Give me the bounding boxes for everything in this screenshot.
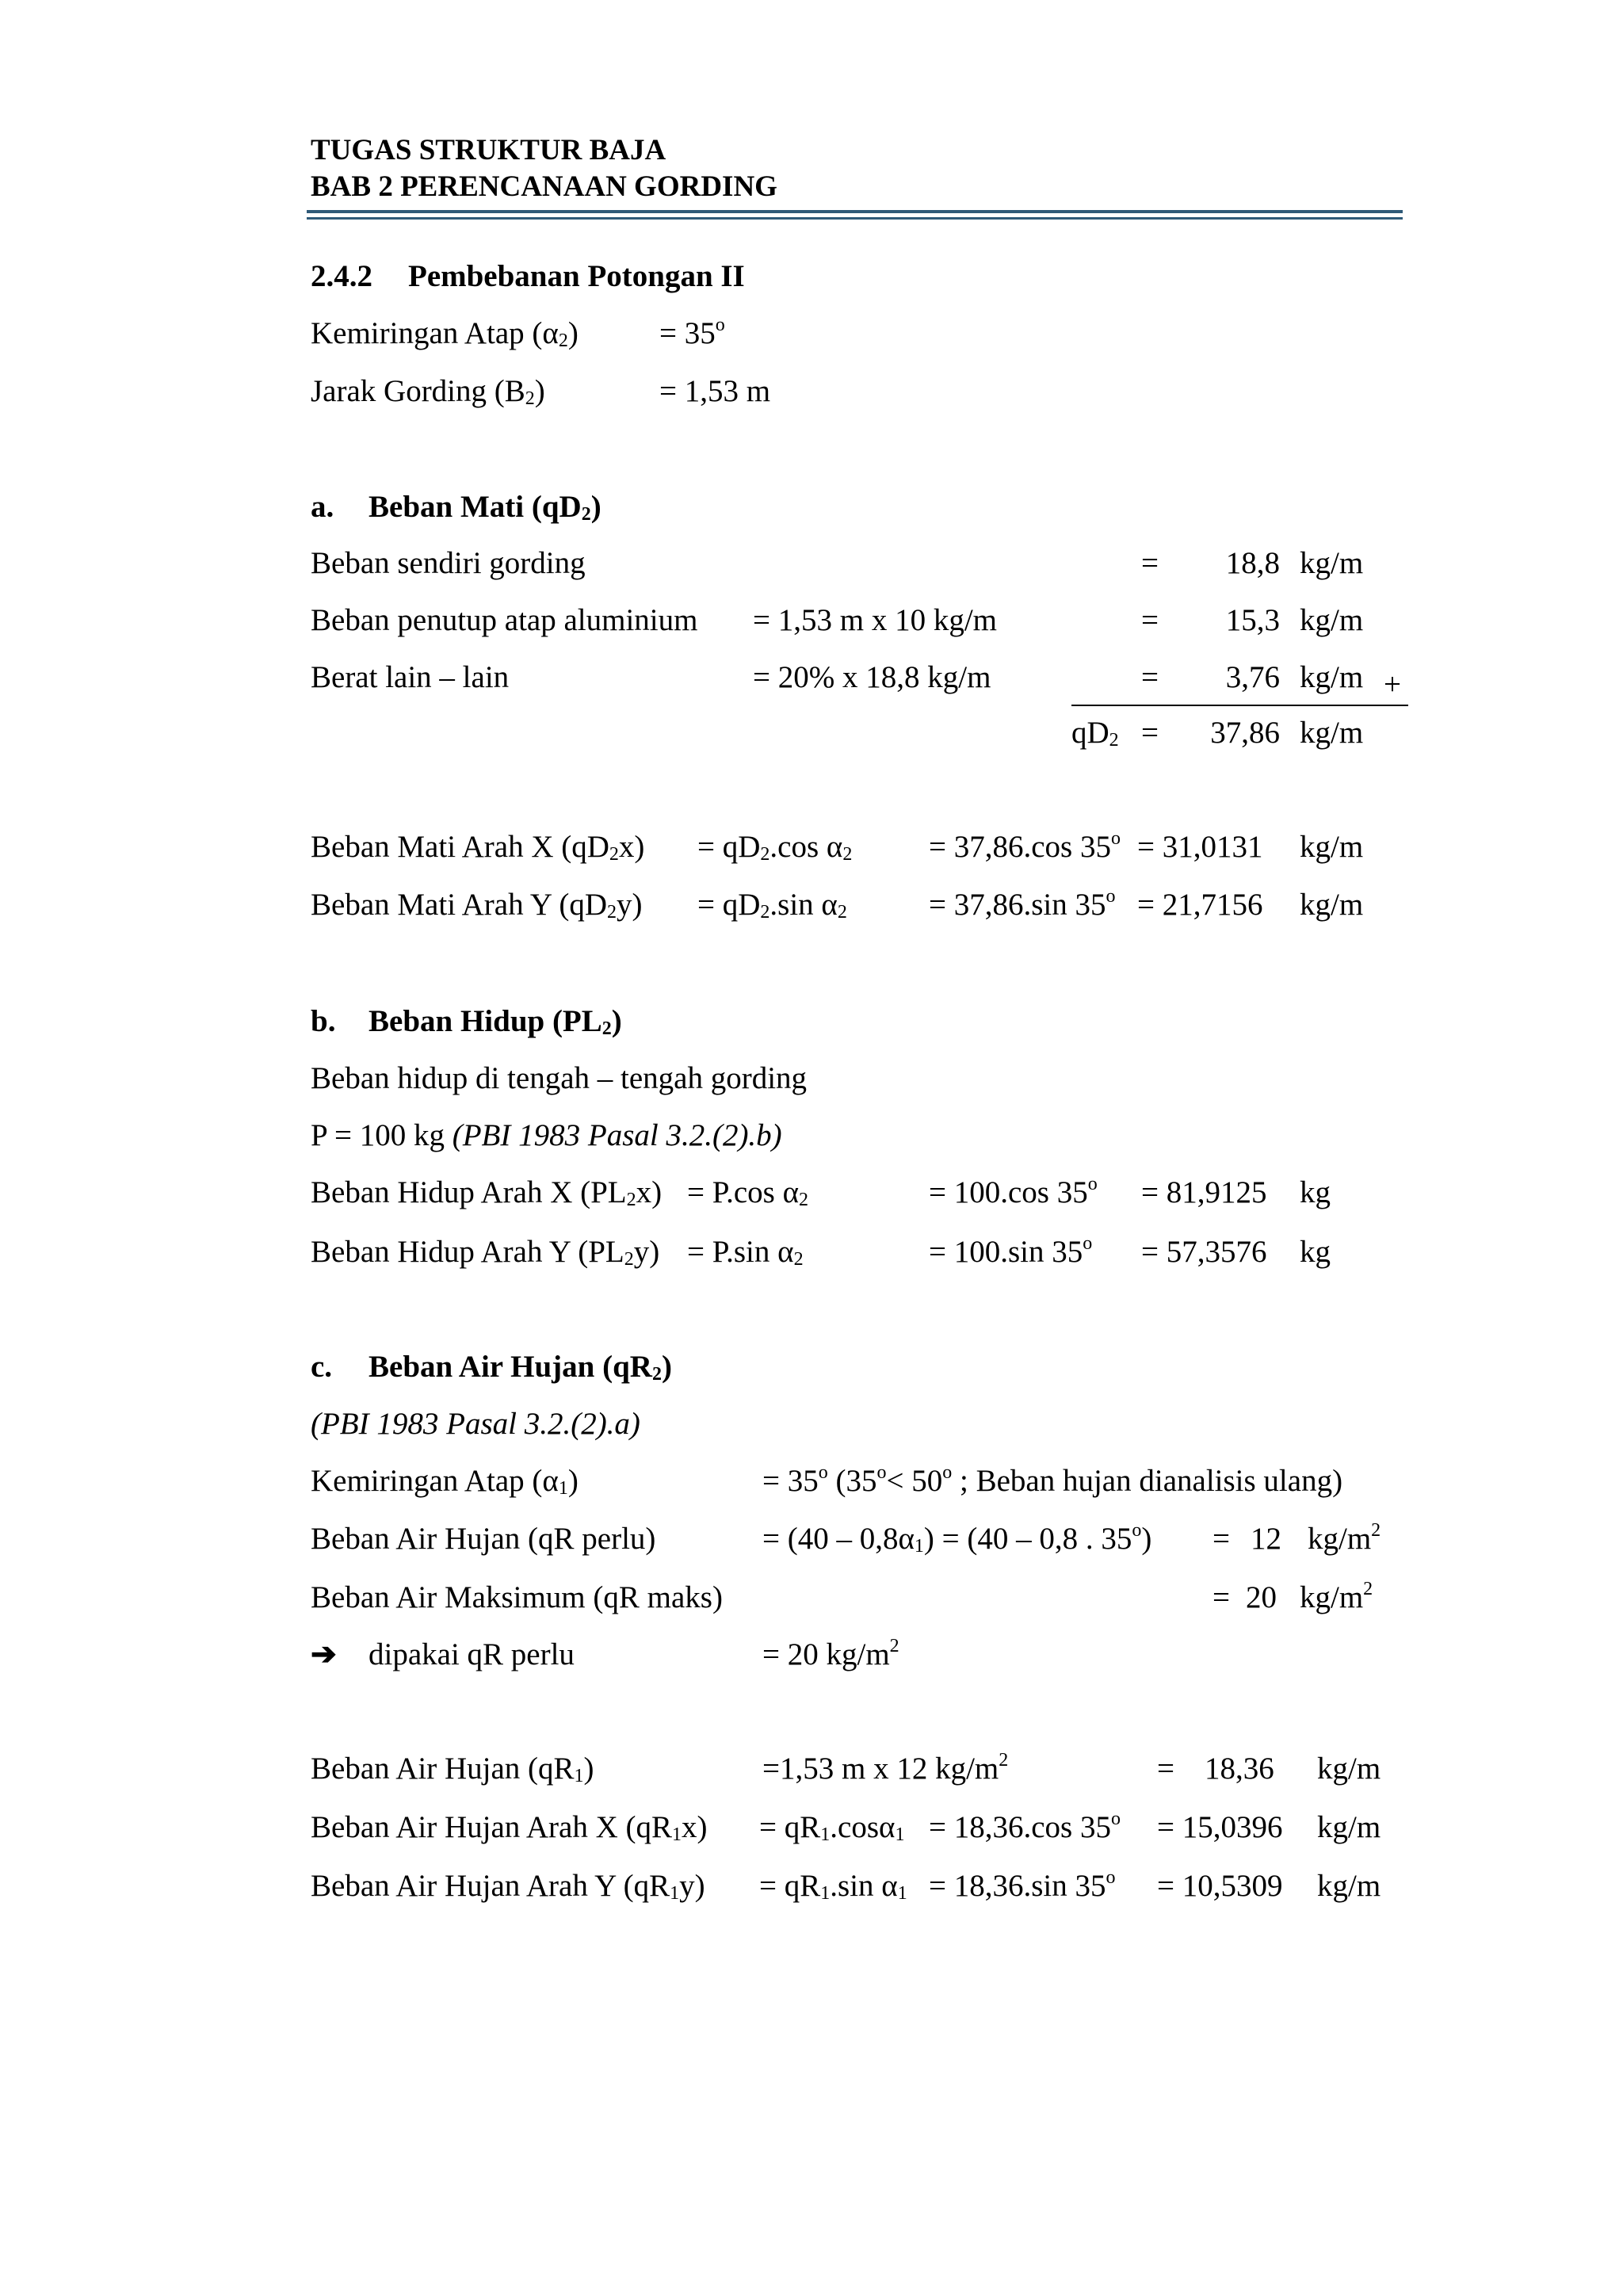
mati-arah-x-calc: = 37,86.cos 35$^o$ (929, 828, 1121, 864)
hujan-perlu-eq: = (1212, 1522, 1230, 1556)
mati-row-2-value: 15,3 (1225, 603, 1280, 637)
hidup-arah-x-unit: kg (1300, 1175, 1331, 1209)
plus-sign: + (1384, 667, 1401, 701)
mati-total-label: $qD_2$ (1071, 716, 1119, 751)
beban-mati-title: Beban Mati $(qD_2)$ (369, 490, 601, 525)
arrow-right-icon: ➔ (311, 1637, 337, 1671)
beban-hujan-letter: c. (311, 1350, 333, 1384)
mati-total-unit: kg/m (1300, 716, 1364, 750)
hujan-perlu-value: 12 (1251, 1522, 1281, 1556)
qr1-value: 18,36 (1205, 1752, 1274, 1786)
hujan-maks-value: 20 (1246, 1580, 1277, 1614)
mati-total-eq: = (1141, 716, 1159, 750)
beban-hujan-ref: (PBI 1983 Pasal 3.2.(2).a) (311, 1407, 640, 1441)
jarak-value: = 1,53 m (659, 374, 771, 408)
qr1x-result: = 15,0396 (1157, 1810, 1283, 1844)
qr1y-label: Beban Air Hujan Arah Y $(qR_1y)$ (311, 1869, 705, 1904)
kemiringan-value: = $35^o$ (659, 315, 725, 350)
section-title: Pembebanan Potongan II (408, 259, 745, 293)
hujan-maks-eq: = (1212, 1580, 1230, 1614)
mati-row-1-value: 18,8 (1225, 546, 1280, 580)
qr1-label: Beban Air Hujan $(qR_1)$ (311, 1752, 594, 1786)
hujan-maks-unit: $kg/m^2$ (1300, 1579, 1373, 1614)
hujan-maks-label: Beban Air Maksimum (qR maks) (311, 1580, 723, 1614)
hidup-arah-y-calc: = 100.sin 35$^o$ (929, 1233, 1093, 1269)
mati-row-2-eq: = (1141, 603, 1159, 637)
hujan-kemiringan-value: = $35^o$ ($35^o< 50^o$ ; Beban hujan dianalisis ulang) (762, 1462, 1343, 1498)
mati-arah-y-label: Beban Mati Arah Y $(qD_2y)$ (311, 888, 643, 923)
mati-arah-y-calc: = 37,86.sin 35$^o$ (929, 886, 1116, 922)
mati-arah-y-unit: kg/m (1300, 888, 1364, 922)
hujan-perlu-formula: = $(40 - 0,8\alpha_1) = (40 - 0,8$ . 35$^o$) (762, 1520, 1152, 1557)
qr1y-result: = 10,5309 (1157, 1869, 1283, 1903)
sum-line (1071, 705, 1408, 706)
beban-hidup-desc: Beban hidup di tengah – tengah gording (311, 1061, 808, 1095)
qr1y-unit: kg/m (1317, 1869, 1381, 1903)
kemiringan-label: Kemiringan Atap $(\alpha_2)$ (311, 316, 579, 351)
beban-mati-letter: a. (311, 490, 334, 524)
mati-row-3-label: Berat lain – lain (311, 660, 510, 694)
mati-arah-x-formula: = $qD_2.\cos$ $\alpha_2$ (697, 830, 853, 865)
beban-hidup-p: P = 100 kg (PBI 1983 Pasal 3.2.(2).b) (311, 1118, 782, 1152)
mati-arah-y-formula: = $qD_2.\sin$ $\alpha_2$ (697, 888, 847, 923)
qr1-unit: kg/m (1317, 1752, 1381, 1786)
mati-row-3-eq: = (1141, 660, 1159, 694)
mati-row-1-eq: = (1141, 546, 1159, 580)
hujan-dipakai-label: dipakai qR perlu (369, 1637, 575, 1671)
mati-row-1-label: Beban sendiri gording (311, 546, 586, 580)
mati-arah-x-label: Beban Mati Arah X $(qD_2x)$ (311, 830, 645, 865)
hidup-arah-y-label: Beban Hidup Arah Y $(PL_2y)$ (311, 1235, 660, 1270)
qr1y-formula: = $qR_1.\sin$ $\alpha_1$ (759, 1869, 907, 1904)
qr1x-formula: = $qR_1.\cos\alpha_1$ (759, 1810, 905, 1845)
mati-total-value: 37,86 (1210, 716, 1280, 750)
beban-hidup-title: Beban Hidup $(PL_2)$ (369, 1004, 622, 1039)
mati-row-2-unit: kg/m (1300, 603, 1364, 637)
qr1x-unit: kg/m (1317, 1810, 1381, 1844)
mati-arah-x-result: = 31,0131 (1137, 830, 1263, 864)
hidup-arah-y-result: = 57,3576 (1141, 1235, 1267, 1269)
qr1-formula: =1,53 m x 12 $kg/m^2$ (762, 1750, 1009, 1786)
qr1x-calc: = 18,36.cos 35$^o$ (929, 1809, 1121, 1844)
mati-row-3-value: 3,76 (1225, 660, 1280, 694)
qr1x-label: Beban Air Hujan Arah X $(qR_1x)$ (311, 1810, 708, 1845)
header-rule-thick (307, 210, 1403, 213)
hidup-arah-x-formula: = P.cos $\alpha_2$ (687, 1175, 809, 1210)
mati-row-3-formula: = 20% x 18,8 kg/m (753, 660, 991, 694)
mati-row-2-formula: = 1,53 m x 10 kg/m (753, 603, 998, 637)
jarak-label: Jarak Gording $(B_2)$ (311, 374, 545, 409)
beban-hujan-title: Beban Air Hujan $(qR_2)$ (369, 1350, 672, 1385)
hidup-arah-x-calc: = 100.cos 35$^o$ (929, 1174, 1098, 1209)
header-rule-thin (307, 217, 1403, 220)
beban-hidup-letter: b. (311, 1004, 336, 1038)
mati-row-3-unit: kg/m (1300, 660, 1364, 694)
hidup-arah-y-formula: = P.sin $\alpha_2$ (687, 1235, 804, 1270)
hidup-arah-x-label: Beban Hidup Arah X $(PL_2x)$ (311, 1175, 663, 1210)
hidup-arah-x-result: = 81,9125 (1141, 1175, 1267, 1209)
header-line-1: TUGAS STRUKTUR BAJA (311, 134, 666, 166)
mati-row-2-label: Beban penutup atap aluminium (311, 603, 698, 637)
qr1-eq: = (1157, 1752, 1174, 1786)
header-line-2: BAB 2 PERENCANAAN GORDING (311, 170, 777, 203)
beban-hidup-ref: (PBI 1983 Pasal 3.2.(2).b) (452, 1118, 782, 1152)
hidup-arah-y-unit: kg (1300, 1235, 1331, 1269)
mati-arah-y-result: = 21,7156 (1137, 888, 1263, 922)
qr1y-calc: = 18,36.sin 35$^o$ (929, 1867, 1116, 1903)
hujan-perlu-label: Beban Air Hujan (qR perlu) (311, 1522, 656, 1556)
hujan-perlu-unit: $kg/m^2$ (1308, 1520, 1381, 1556)
hujan-kemiringan-label: Kemiringan Atap $(\alpha_1)$ (311, 1464, 579, 1499)
section-number: 2.4.2 (311, 259, 372, 293)
mati-row-1-unit: kg/m (1300, 546, 1364, 580)
mati-arah-x-unit: kg/m (1300, 830, 1364, 864)
hujan-dipakai-value: = 20 $kg/m^2$ (762, 1636, 899, 1671)
